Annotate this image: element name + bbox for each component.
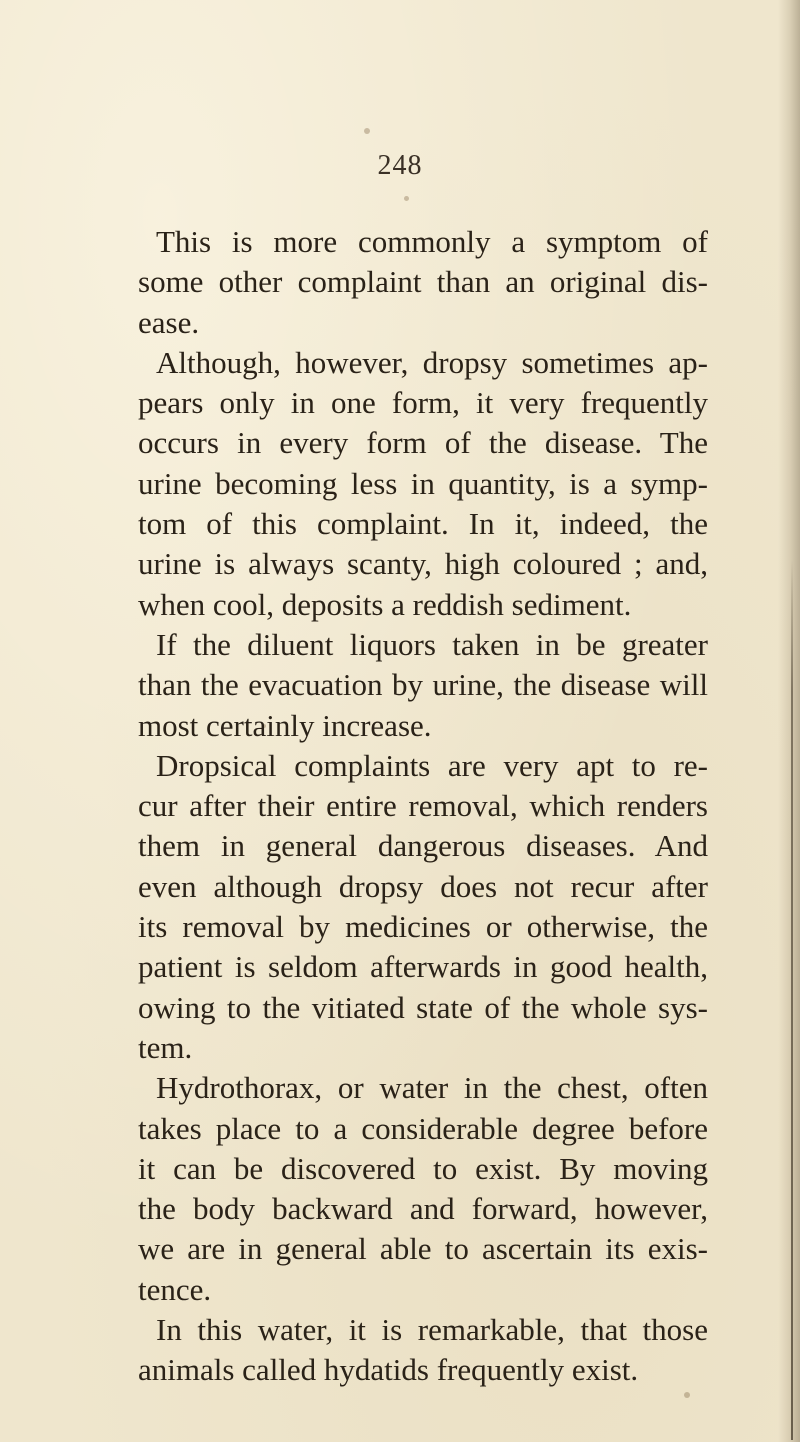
- page-edge-shadow: [778, 0, 800, 1442]
- text-line: urine is always scanty, high coloured ; and,: [138, 546, 708, 582]
- text-line: tence.: [138, 1271, 212, 1307]
- page-number: 248: [377, 150, 423, 181]
- text-line: tem.: [138, 1029, 193, 1065]
- text-line: we are in general able to ascertain its exis-: [138, 1231, 708, 1267]
- text-line: pears only in one form, it very frequently: [138, 385, 708, 421]
- text-line: In this water, it is remarkable, that those: [156, 1312, 708, 1348]
- text-line: the body backward and forward, however,: [138, 1191, 708, 1227]
- text-line: ease.: [138, 304, 200, 340]
- text-line: If the diluent liquors taken in be greater: [156, 626, 708, 662]
- text-line: some other complaint than an original dis-: [138, 264, 708, 300]
- text-line: owing to the vitiated state of the whole sys-: [138, 989, 708, 1025]
- page-edge-line: [791, 560, 793, 1440]
- text-line: This is more commonly a symptom of: [156, 224, 708, 259]
- text-line: tom of this complaint. In it, indeed, the: [138, 506, 708, 542]
- text-line: cur after their entire removal, which renders: [138, 788, 708, 824]
- text-line: Although, however, dropsy sometimes ap-: [156, 344, 708, 380]
- text-line: even although dropsy does not recur after: [138, 868, 708, 904]
- text-line: occurs in every form of the disease. The: [138, 425, 708, 461]
- text-line: takes place to a considerable degree before: [138, 1110, 708, 1146]
- body-text: [138, 222, 708, 1391]
- text-line: most certainly increase.: [138, 707, 432, 743]
- text-line: when cool, deposits a reddish sediment.: [138, 586, 632, 622]
- text-line: it can be discovered to exist. By moving: [138, 1150, 708, 1186]
- text-line: Hydrothorax, or water in the chest, often: [156, 1070, 708, 1106]
- text-line: patient is seldom afterwards in good health,: [138, 949, 708, 985]
- text-line: than the evacuation by urine, the disease will: [138, 667, 708, 703]
- text-line: its removal by medicines or otherwise, the: [138, 909, 708, 945]
- text-line: urine becoming less in quantity, is a symp-: [138, 465, 708, 501]
- paper-speck: [364, 128, 370, 134]
- text-line: Dropsical complaints are very apt to re-: [156, 747, 708, 783]
- text-line: them in general dangerous diseases. And: [138, 828, 708, 864]
- text-line: animals called hydatids frequently exist.: [138, 1352, 639, 1388]
- paper-speck: [684, 1392, 690, 1398]
- paper-speck: [404, 196, 409, 201]
